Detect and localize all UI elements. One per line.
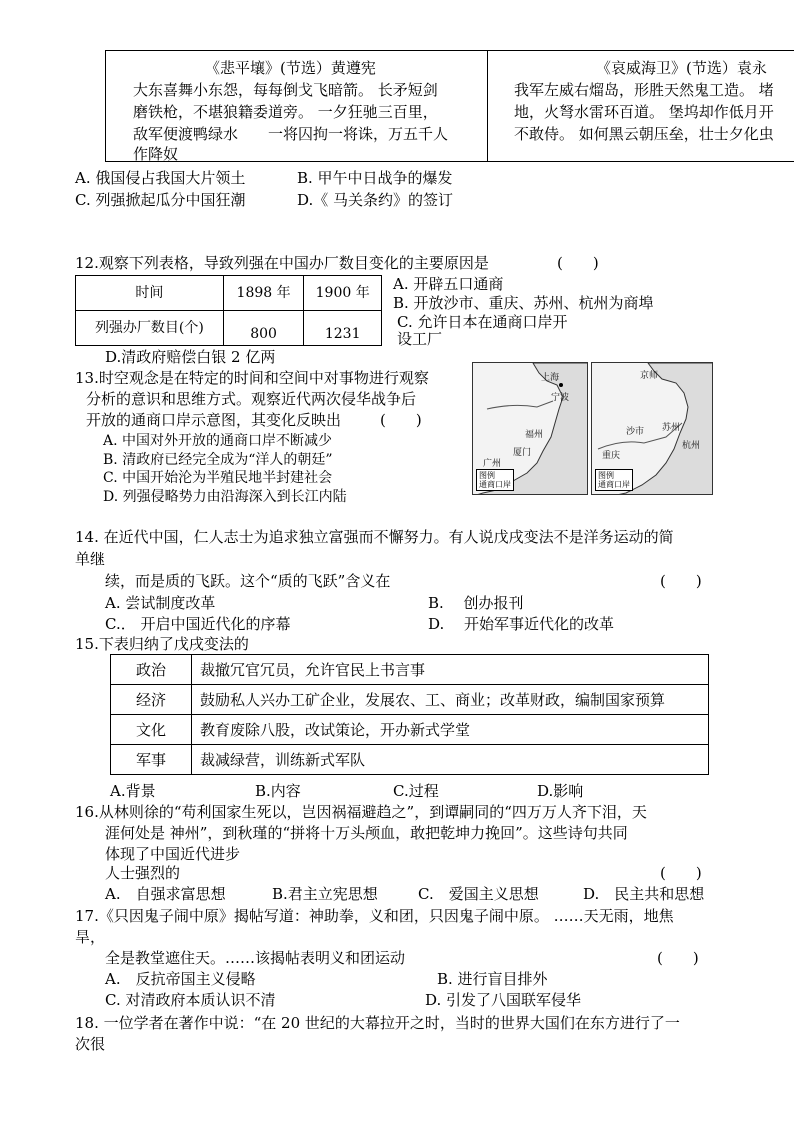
map1-label-ningbo: 宁波	[551, 393, 570, 403]
q18-stem-line1: 18. 一位学者在著作中说：“在 20 世纪的大幕拉开之时，当时的世界大国们在东方进行了一	[75, 1014, 680, 1032]
q12-header-1900: 1900 年	[304, 276, 382, 311]
poem-divider	[487, 50, 488, 162]
q13-option-d: D. 列强侵略势力由沿海深入到长江内陆	[103, 489, 347, 505]
q15-table	[110, 654, 709, 775]
q11-option-d: D.《 马关条约》的签订	[297, 191, 454, 209]
q15-row-value: 鼓励私人兴办工矿企业，发展农、工、商业；改革财政，编制国家预算	[192, 685, 709, 715]
q16-stem-line2: 涯何处是 神州”，到秋瑾的“拼将十万头颅血，敢把乾坤力挽回”。这些诗句共同	[105, 824, 628, 842]
q12-header-1898: 1898 年	[223, 276, 304, 311]
q13-option-a: A. 中国对外开放的通商口岸不断减少	[103, 433, 333, 449]
q15-option-b: B.内容	[255, 782, 301, 800]
q15-row-key: 军事	[111, 745, 192, 775]
q13-answer-paren: ( )	[380, 411, 422, 429]
map-treaty-ports-1	[472, 362, 588, 495]
q14-option-d: D. 开始军事近代化的改革	[428, 615, 615, 633]
q17-option-c: C. 对清政府本质认识不清	[105, 991, 276, 1009]
q17-stem-line3: 全是教堂遮住天。……该揭帖表明义和团运动	[105, 949, 406, 967]
map1-legend-item: 通商口岸	[479, 480, 511, 489]
map1-label-fuzhou: 福州	[525, 430, 544, 440]
q12-answer-paren: ( )	[557, 254, 599, 272]
poem-right-line: 不敢侍。 如何黑云朝压垒，壮士夕化虫	[514, 125, 774, 143]
q11-option-b: B. 甲午中日战争的爆发	[297, 169, 453, 187]
q15-row-key: 文化	[111, 715, 192, 745]
q14-answer-paren: ( )	[660, 572, 702, 590]
q12-option-d: D.清政府赔偿白银 2 亿两	[105, 348, 276, 366]
q16-stem-line4: 人士强烈的	[105, 864, 181, 882]
q11-option-a: A. 俄国侵占我国大片领土	[75, 169, 246, 187]
q12-option-b: B. 开放沙市、重庆、苏州、杭州为商埠	[393, 294, 654, 312]
q16-stem-line1: 16.从林则徐的“苟利国家生死以，岂因祸福避趋之”，到谭嗣同的“四万万人齐下泪，天	[75, 803, 647, 821]
q13-stem-line2: 分析的意识和思维方式。观察近代两次侵华战争后	[86, 390, 417, 408]
q12-header-time: 时间	[76, 276, 224, 311]
q18-stem-line2: 次很	[75, 1035, 106, 1053]
q14-option-b: B. 创办报刊	[428, 594, 524, 612]
q15-row-key: 经济	[111, 685, 192, 715]
q15-option-d: D.影响	[537, 782, 584, 800]
q12-table	[75, 275, 382, 346]
map2-label-jingdu: 京师	[640, 371, 659, 381]
map1-legend	[476, 469, 514, 491]
map-treaty-ports-2	[591, 362, 713, 495]
q14-stem-line1: 14. 在近代中国，仁人志士为追求独立富强而不懈努力。有人说戊戌变法不是洋务运动的简	[75, 528, 674, 546]
map2-legend-title: 图例	[598, 471, 614, 480]
q12-stem: 12.观察下列表格，导致列强在中国办厂数目变化的主要原因是	[75, 254, 489, 272]
q12-option-a: A. 开辟五口通商	[393, 275, 504, 293]
poem-left-line: 敌军便渡鸭绿水 一将囚拘一将诛，万五千人	[133, 125, 449, 143]
q13-option-c: C. 中国开始沦为半殖民地半封建社会	[103, 470, 333, 486]
q17-answer-paren: ( )	[657, 949, 699, 967]
q17-option-b: B. 进行盲目排外	[437, 970, 548, 988]
q15-stem: 15.下表归纳了戊戌变法的	[75, 635, 249, 653]
map1-label-xiamen: 厦门	[513, 448, 532, 458]
poem-left-line: 磨铁枪，不堪狼籍委道旁。 一夕狂驰三百里，	[133, 103, 438, 121]
q15-row-value: 裁减绿营，训练新式军队	[192, 745, 709, 775]
q17-option-a: A. 反抗帝国主义侵略	[105, 970, 256, 988]
q12-option-c: C. 允许日本在通商口岸开	[397, 313, 568, 331]
q14-stem-line3: 续，而是质的飞跃。这个“质的飞跃”含义在	[105, 572, 391, 590]
q12-value-1898: 800	[223, 311, 304, 346]
map1-label-guangzhou: 广州	[483, 459, 502, 469]
q14-option-c: C.． 开启中国近代化的序幕	[105, 615, 291, 633]
poem-left-line: 作降奴	[133, 145, 179, 163]
map2-label-shashi: 沙市	[626, 427, 645, 437]
q17-stem-line1: 17.《只因鬼子闹中原》揭帖写道：神助拳，义和团，只因鬼子闹中原。 ……天无雨，地焦	[75, 907, 674, 925]
q16-option-c: C. 爱国主义思想	[418, 885, 539, 903]
q15-row-value: 裁撤冗官冗员，允许官民上书言事	[192, 655, 709, 685]
q15-row-value: 教育废除八股，改试策论，开办新式学堂	[192, 715, 709, 745]
q13-stem-line1: 13.时空观念是在特定的时间和空间中对事物进行观察	[75, 369, 429, 387]
q16-answer-paren: ( )	[660, 864, 702, 882]
map2-label-hangzhou: 杭州	[682, 441, 701, 451]
poem-left-title: 《悲平壤》(节选）黄遵宪	[205, 59, 376, 77]
q14-stem-line2: 单继	[75, 550, 106, 568]
poem-right-line: 地，火弩水雷环百道。 堡坞却作低月开	[514, 103, 774, 121]
q16-option-b: B.君主立宪思想	[272, 885, 378, 903]
q16-stem-line3: 体现了中国近代进步	[105, 845, 241, 863]
q14-option-a: A. 尝试制度改革	[105, 594, 216, 612]
map1-legend-title: 图例	[479, 471, 495, 480]
poem-right-title: 《哀威海卫》(节选）袁永	[596, 59, 767, 77]
q17-option-d: D. 引发了八国联军侵华	[425, 991, 582, 1009]
q15-row-key: 政治	[111, 655, 192, 685]
q16-option-a: A. 自强求富思想	[105, 885, 226, 903]
q15-option-c: C.过程	[393, 782, 439, 800]
map2-label-suzhou: 苏州	[662, 423, 681, 433]
q12-value-1900: 1231	[304, 311, 382, 346]
poem-right-line: 我军左威右熘岛，形胜天然鬼工造。 堵	[514, 81, 774, 99]
q12-option-c-cont: 设工厂	[397, 330, 443, 348]
q13-stem-line3: 开放的通商口岸示意图，其变化反映出	[86, 411, 342, 429]
map1-label-shanghai: 上海	[541, 373, 560, 383]
poem-left-line: 大东喜舞小东怨，每每倒戈飞暗箭。 长矛短剑	[133, 81, 438, 99]
q11-option-c: C. 列强掀起瓜分中国狂潮	[75, 191, 246, 209]
map2-legend	[595, 469, 633, 491]
q15-option-a: A.背景	[110, 782, 156, 800]
q13-option-b: B. 清政府已经完全成为“洋人的朝廷”	[103, 452, 333, 468]
q16-option-d: D. 民主共和思想	[583, 885, 705, 903]
q12-row-label: 列强办厂数目(个)	[76, 311, 224, 346]
map2-legend-item: 通商口岸	[598, 480, 630, 489]
q17-stem-line2: 旱，	[75, 928, 106, 946]
map2-label-chongqing: 重庆	[602, 451, 621, 461]
